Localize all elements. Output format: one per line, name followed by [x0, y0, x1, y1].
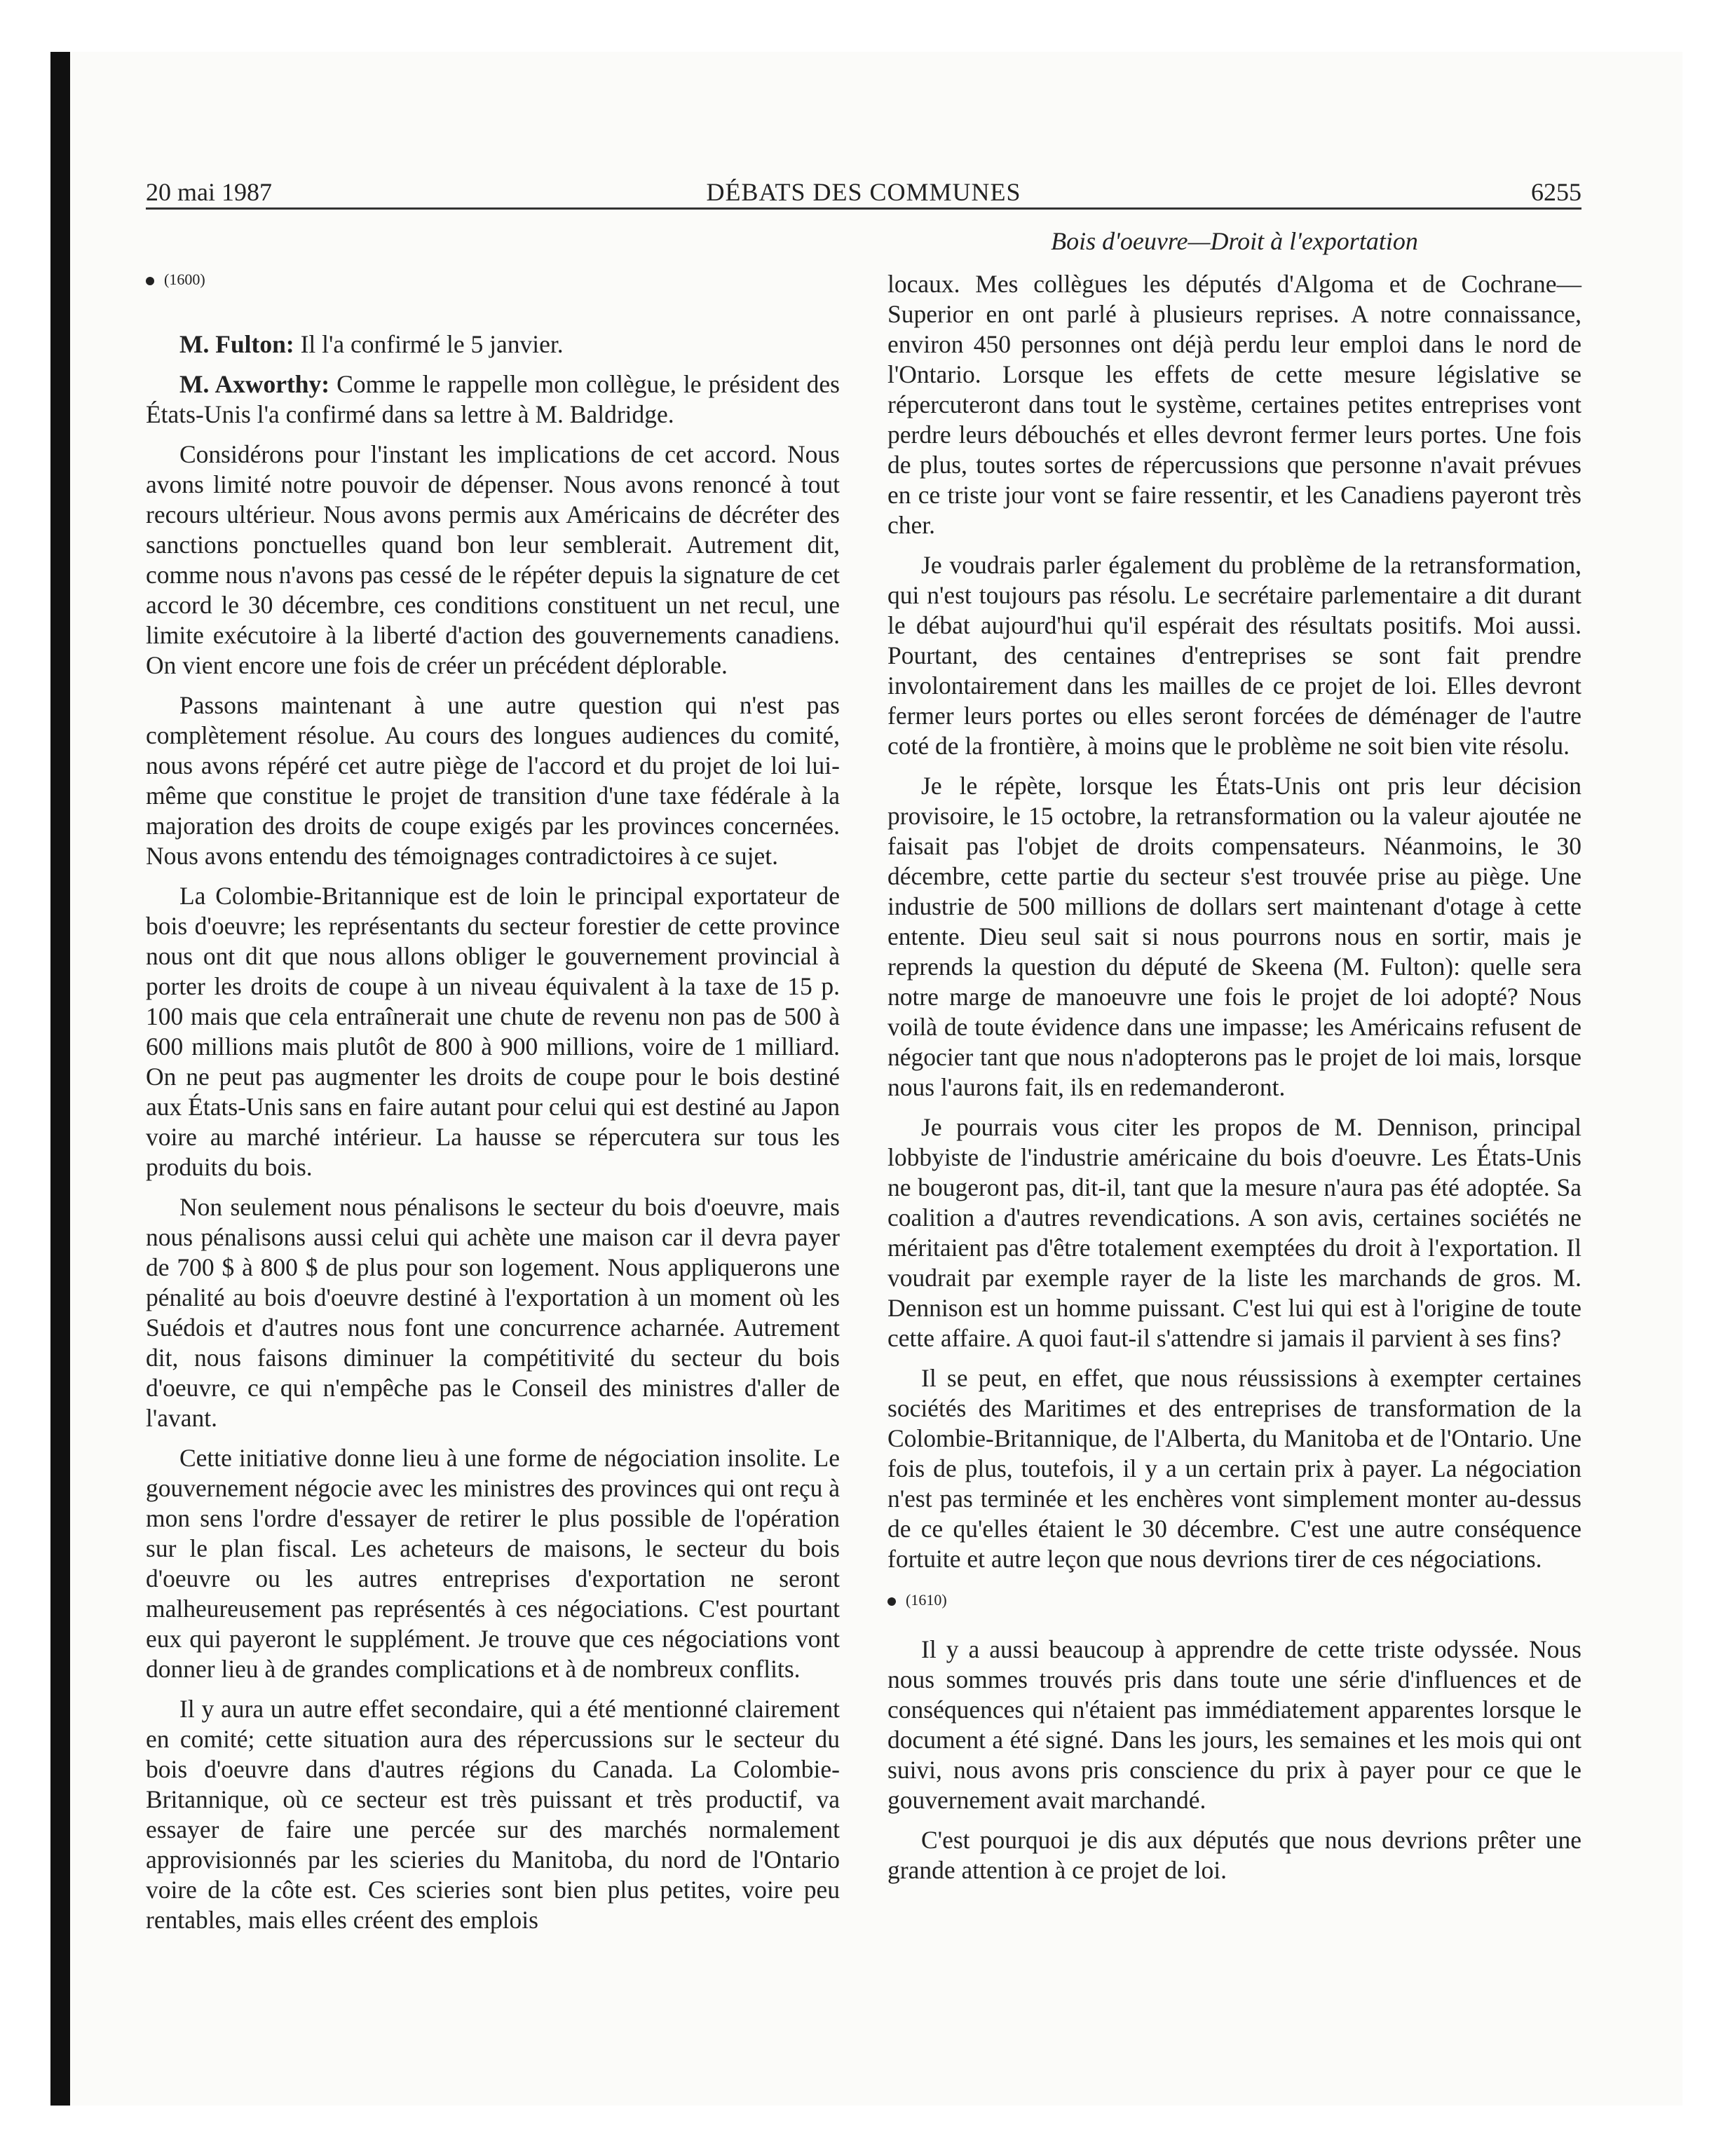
bullet-icon: [887, 1597, 896, 1606]
body-paragraph: Il y a aussi beaucoup à apprendre de cette triste odyssée. Nous nous sommes trouvés pris dans toute une série d'influences et de conséquences qui n'étaient pas immédiatement apparentes lorsque le document a été signé. Dans les jours, les semaines et les mois qui ont suivi, nous avons pris conscience du prix à payer pour ce que le gouvernement avait marchandé.: [887, 1635, 1581, 1814]
body-paragraph: C'est pourquoi je dis aux députés que nous devrions prêter une grande attention à ce projet de loi.: [887, 1826, 1581, 1884]
body-paragraph: Il y aura un autre effet secondaire, qui a été mentionné clairement en comité; cette situation aura des répercussions sur le secteur du bois d'oeuvre dans d'autres régions du Canada. La Colombie-Britannique, où ce secteur est très puissant et très productif, va essayer de faire une percée sur des marchés normalement approvisionnés par les scieries du Manitoba, du nord de l'Ontario voire de la côte est. Ces scieries sont bien plus petites, voire peu rentables, mais elles créent des emplois: [146, 1695, 840, 1934]
time-marker: [887, 1590, 1581, 1611]
body-paragraph: La Colombie-Britannique est de loin le principal exportateur de bois d'oeuvre; les représentants du secteur forestier de cette province nous ont dit que nous allons obliger le gouvernement provincial à porter les droits de coupe à un niveau équivalent à la taxe de 15 p. 100 mais que cela entraînerait une chute de revenu non pas de 500 à 600 millions mais plutôt de 800 à 900 millions, voire de 1 milliard. On ne peut pas augmenter les droits de coupe pour le bois destiné aux États-Unis sans en faire autant pour celui qui est destiné au Japon voire au marché intérieur. La hausse se répercutera sur tous les produits du bois.: [146, 882, 840, 1181]
header-publication: DÉBATS DES COMMUNES: [706, 178, 1021, 206]
header-date: 20 mai 1987: [146, 178, 272, 206]
body-paragraph: Je le répète, lorsque les États-Unis ont pris leur décision provisoire, le 15 octobre, la retransformation ou la valeur ajoutée ne faisait pas l'objet de droits compensateurs. Néanmoins, le 30 décembre, cette partie du secteur s'est trouvée prise au piège. Une industrie de 500 millions de dollars sert maintenant d'otage à cette entente. Dieu seul sait si nous pourrons nous en sortir, mais je reprends la question du député de Skeena (M. Fulton): quelle sera notre marge de manoeuvre une fois le projet de loi adopté? Nous voilà de toute évidence dans une impasse; les Américains refusent de négocier tant que nous n'adopterons pas le projet de loi mais, lorsque nous l'aurons fait, ils en redemanderont.: [887, 772, 1581, 1101]
body-paragraph: Je pourrais vous citer les propos de M. Dennison, principal lobbyiste de l'industrie américaine du bois d'oeuvre. Les États-Unis ne bougeront pas, dit-il, tant que la mesure n'aura pas été adoptée. Sa coalition a d'autres revendications. A son avis, certaines sociétés ne méritaient pas d'être totalement exemptées du droit à l'exportation. Il voudrait par exemple rayer de la liste les marchands de gros. M. Dennison est un homme puissant. C'est lui qui est à l'origine de toute cette affaire. A quoi faut-il s'attendre si jamais il parvient à ses fins?: [887, 1113, 1581, 1352]
scan-edge: [50, 52, 70, 2106]
speech-paragraph: [146, 329, 840, 360]
section-heading: Bois d'oeuvre—Droit à l'exportation: [1051, 227, 1418, 255]
header-page-number: 6255: [1531, 178, 1581, 206]
body-paragraph: Il se peut, en effet, que nous réussissions à exempter certaines sociétés des Maritimes et des entreprises de transformation de la Colombie-Britannique, de l'Alberta, du Manitoba et de l'Ontario. Une fois de plus, toutefois, il y a un certain prix à payer. La négociation n'est pas terminée et les enchères vont simplement monter au-dessus de ce qu'elles étaient le 30 décembre. C'est une autre conséquence fortuite et autre leçon que nous devrions tirer de ces négociations.: [887, 1364, 1581, 1573]
header-rule: [146, 207, 1581, 210]
speaker-name: M. Axworthy:: [179, 370, 330, 398]
left-column: [146, 269, 840, 1945]
time-marker-label: (1610): [906, 1591, 947, 1609]
body-paragraph: Passons maintenant à une autre question qui n'est pas complètement résolue. Au cours des longues audiences du comité, nous avons répéré cet autre piège de l'accord et du projet de loi lui-même que constitue le projet de transition d'une taxe fédérale à la majoration des droits de coupe exigés par les provinces concernées. Nous avons entendu des témoignages contradictoires à ce sujet.: [146, 691, 840, 870]
body-paragraph: Cette initiative donne lieu à une forme de négociation insolite. Le gouvernement négocie avec les ministres des provinces qui ont reçu à mon sens l'ordre d'essayer de retirer le plus possible de l'opération sur le plan fiscal. Les acheteurs de maisons, le secteur du bois d'oeuvre ou les autres entreprises d'exportation ne seront malheureusement pas représentés à ces négociations. C'est pourtant eux qui payeront le supplément. Je trouve que ces négociations vont donner lieu à de grandes complications et à de nombreux conflits.: [146, 1444, 840, 1683]
bullet-icon: [146, 277, 154, 285]
body-paragraph: Je voudrais parler également du problème de la retransformation, qui n'est toujours pas résolu. Le secrétaire parlementaire a dit durant le débat aujourd'hui qu'il espérait des résultats positifs. Moi aussi. Pourtant, des centaines d'entreprises se sont fait prendre involontairement dans les mailles de ce projet de loi. Elles devront fermer leurs portes ou elles seront forcées de déménager de l'autre coté de la frontière, à moins que le problème ne soit bien vite résolu.: [887, 551, 1581, 760]
speech-text: Il l'a confirmé le 5 janvier.: [294, 330, 564, 358]
time-marker: [146, 269, 840, 290]
body-paragraph: Considérons pour l'instant les implications de cet accord. Nous avons limité notre pouvoir de dépenser. Nous avons renoncé à tout recours ultérieur. Nous avons permis aux Américains de décréter des sanctions ponctuelles quand bon leur semblerait. Autrement dit, comme nous n'avons pas cessé de le répéter depuis la signature de cet accord le 30 décembre, ces conditions constituent un net recul, une limite exécutoire à la liberté d'action des gouvernements canadiens. On vient encore une fois de créer un précédent déplorable.: [146, 440, 840, 679]
speech-paragraph: [146, 369, 840, 430]
continued-paragraph: locaux. Mes collègues les députés d'Algoma et de Cochrane—Superior en ont parlé à plusieurs reprises. A notre connaissance, environ 450 personnes ont déjà perdu leur emploi dans le nord de l'Ontario. Lorsque les effets de cette mesure législative se répercuteront dans tout le système, certaines petites entreprises vont perdre leurs débouchés et elles devront fermer leurs portes. Une fois de plus, toutes sortes de répercussions que personne n'avait prévues en ce triste jour vont se faire ressentir, et les Canadiens payeront très cher.: [887, 270, 1581, 539]
body-paragraph: Non seulement nous pénalisons le secteur du bois d'oeuvre, mais nous pénalisons aussi celui qui achète une maison car il devra payer de 700 $ à 800 $ de plus pour son logement. Nous appliquerons une pénalité au bois d'oeuvre destiné à l'exportation à un moment où les Suédois et d'autres nous font une concurrence acharnée. Autrement dit, nous faisons diminuer la compétitivité du secteur du bois d'oeuvre, ce qui n'empêche pas le Conseil des ministres d'aller de l'avant.: [146, 1193, 840, 1432]
time-marker-label: (1600): [164, 271, 205, 288]
speech-text: Comme le rappelle mon collègue, le président des États-Unis l'a confirmé dans sa lettre à M. Baldridge.: [146, 370, 840, 428]
running-header: [146, 175, 1581, 209]
right-column: [887, 269, 1581, 1895]
speaker-name: M. Fulton:: [179, 330, 294, 358]
